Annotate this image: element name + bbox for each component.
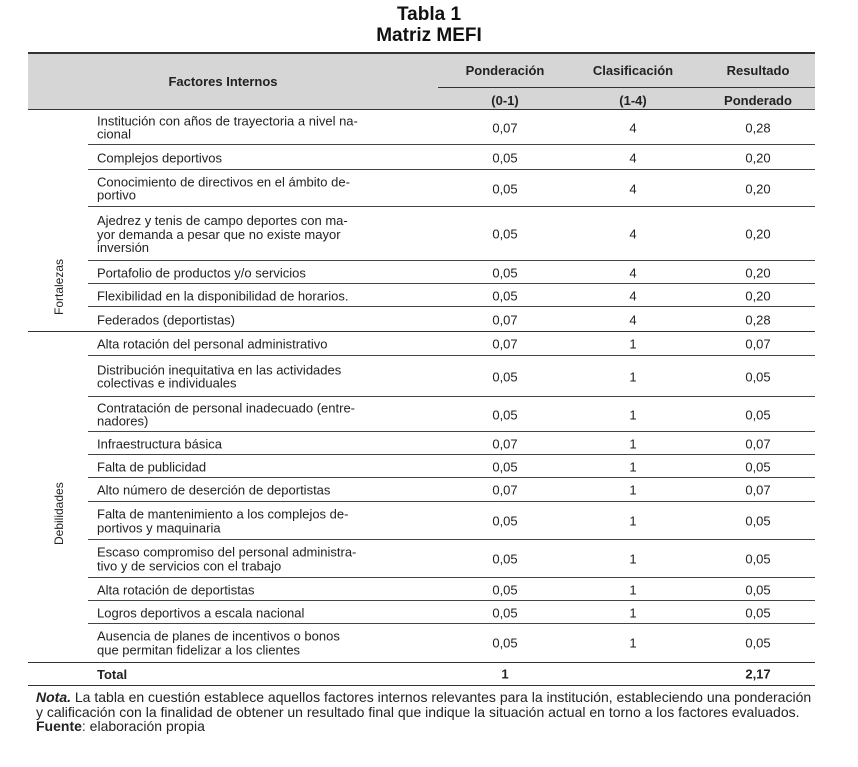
table-row: [28, 261, 815, 284]
table-row: [28, 356, 815, 397]
resultado-cell: 0,28: [745, 120, 771, 135]
clasificacion-cell: 1: [629, 436, 637, 451]
table-row: [28, 332, 815, 356]
total-label: Total: [97, 667, 128, 682]
resultado-cell: 0,07: [745, 482, 771, 498]
ponderacion-cell: 0,05: [492, 407, 518, 422]
clasificacion-cell: 4: [629, 312, 637, 327]
clasificacion-cell: 4: [629, 226, 637, 242]
fuente-text: : elaboración propia: [81, 718, 205, 734]
ponderacion-cell: 0,05: [492, 288, 518, 303]
resultado-cell: 0,20: [745, 288, 771, 303]
table-row: [28, 110, 815, 145]
resultado-cell: 0,20: [745, 150, 771, 165]
table-header: [28, 52, 815, 110]
resultado-cell: 0,05: [745, 605, 771, 620]
ponderacion-cell: 0,05: [492, 551, 518, 567]
table-row: [28, 307, 815, 332]
resultado-cell: 0,07: [745, 436, 771, 451]
resultado-cell: 0,05: [745, 459, 771, 474]
ponderacion-cell: 0,07: [492, 336, 518, 352]
table-row: [28, 455, 815, 478]
clasificacion-cell: 1: [629, 336, 637, 352]
nota-label: Nota.: [36, 689, 71, 705]
factor-cell: Ajedrez y tenis de campo deportes con ma- yor demanda a pesar que no existe mayor inversión: [97, 212, 348, 255]
clasificacion-cell: 4: [629, 181, 637, 196]
ponderacion-cell: 0,07: [492, 120, 518, 135]
ponderacion-cell: 0,05: [492, 265, 518, 280]
header-divider: [438, 87, 815, 88]
factor-cell: Logros deportivos a escala nacional: [97, 604, 305, 620]
factor-cell: Complejos deportivos: [97, 149, 223, 165]
total-ponderacion: 1: [501, 666, 509, 682]
total-resultado: 2,17: [745, 666, 771, 682]
resultado-cell: 0,05: [745, 513, 771, 529]
group-label-fortalezas: Fortalezas: [52, 258, 66, 315]
table-row: [28, 432, 815, 455]
table-number: Tabla 1: [396, 4, 462, 25]
total-row: [28, 662, 815, 686]
clasificacion-cell: 4: [629, 288, 637, 303]
factor-cell: Alto número de deserción de deportistas: [97, 482, 331, 498]
factor-cell: Federados (deportistas): [97, 311, 236, 327]
resultado-cell: 0,28: [745, 312, 771, 327]
ponderacion-cell: 0,05: [492, 582, 518, 597]
factor-cell: Falta de publicidad: [97, 458, 207, 474]
resultado-cell: 0,20: [745, 265, 771, 280]
ponderacion-cell: 0,05: [492, 181, 518, 196]
ponderacion-cell: 0,07: [492, 436, 518, 451]
table-row: [28, 145, 815, 170]
header-ponderacion: Ponderación: [465, 63, 545, 78]
table-row: [28, 397, 815, 432]
table-row: [28, 207, 815, 261]
fuente-label: Fuente: [36, 718, 82, 734]
table-row: [28, 624, 815, 662]
ponderacion-cell: 0,07: [492, 482, 518, 498]
ponderacion-cell: 0,05: [492, 226, 518, 242]
resultado-cell: 0,20: [745, 226, 771, 242]
table-title: Matriz MEFI: [376, 25, 482, 46]
clasificacion-cell: 4: [629, 150, 637, 165]
factor-cell: Conocimiento de directivos en el ámbito de- portivo: [97, 174, 350, 203]
clasificacion-cell: 1: [629, 635, 637, 651]
factor-cell: Ausencia de planes de incentivos o bonos que permitan fidelizar a los clientes: [97, 628, 340, 657]
header-resultado: Resultado: [726, 63, 790, 78]
group-label-debilidades: Debilidades: [52, 482, 66, 545]
ponderacion-cell: 0,05: [492, 150, 518, 165]
resultado-cell: 0,05: [745, 582, 771, 597]
table-row: [28, 284, 815, 307]
clasificacion-cell: 4: [629, 265, 637, 280]
ponderacion-cell: 0,05: [492, 459, 518, 474]
clasificacion-cell: 1: [629, 582, 637, 597]
table-row: [28, 601, 815, 624]
table-row: [28, 502, 815, 540]
table-body: [28, 110, 815, 662]
factor-cell: Distribución inequitativa en las actividades colectivas e individuales: [97, 362, 342, 391]
resultado-cell: 0,20: [745, 181, 771, 196]
header-factores: Factores Internos: [168, 74, 278, 89]
resultado-cell: 0,05: [745, 369, 771, 384]
resultado-cell: 0,07: [745, 336, 771, 352]
table-note: [36, 690, 816, 734]
clasificacion-cell: 1: [629, 407, 637, 422]
clasificacion-cell: 1: [629, 369, 637, 384]
header-ponderacion-range: (0-1): [491, 93, 519, 108]
factor-cell: Alta rotación de deportistas: [97, 581, 255, 597]
table-row: [28, 540, 815, 578]
nota-text: La tabla en cuestión establece aquellos factores internos relevantes para la institución, estableciendo una ponderación y calificación con la finalidad de obtener un resultado final que indique la situación actual en torno a los factores evaluados.: [36, 689, 812, 720]
header-clasificacion-range: (1-4): [619, 93, 647, 108]
ponderacion-cell: 0,05: [492, 605, 518, 620]
ponderacion-cell: 0,05: [492, 513, 518, 529]
clasificacion-cell: 1: [629, 551, 637, 567]
resultado-cell: 0,05: [745, 551, 771, 567]
header-resultado-sub: Ponderado: [724, 93, 792, 108]
ponderacion-cell: 0,05: [492, 369, 518, 384]
factor-cell: Flexibilidad en la disponibilidad de horarios.: [97, 287, 349, 303]
factor-cell: Infraestructura básica: [97, 435, 223, 451]
table-row: [28, 478, 815, 502]
resultado-cell: 0,05: [745, 635, 771, 651]
factor-cell: Falta de mantenimiento a los complejos de- portivos y maquinaria: [97, 506, 349, 535]
clasificacion-cell: 1: [629, 459, 637, 474]
clasificacion-cell: 1: [629, 513, 637, 529]
header-clasificacion: Clasificación: [592, 63, 674, 78]
resultado-cell: 0,05: [745, 407, 771, 422]
ponderacion-cell: 0,07: [492, 312, 518, 327]
table-row: [28, 170, 815, 207]
factor-cell: Alta rotación del personal administrativo: [97, 336, 328, 352]
table-row: [28, 578, 815, 601]
factor-cell: Portafolio de productos y/o servicios: [97, 264, 306, 280]
ponderacion-cell: 0,05: [492, 635, 518, 651]
factor-cell: Escaso compromiso del personal administra- tivo y de servicios con el trabajo: [97, 544, 357, 573]
clasificacion-cell: 1: [629, 605, 637, 620]
factor-cell: Contratación de personal inadecuado (entre- nadores): [97, 400, 356, 429]
clasificacion-cell: 4: [629, 120, 637, 135]
factor-cell: Institución con años de trayectoria a nivel na- cional: [97, 113, 358, 142]
clasificacion-cell: 1: [629, 482, 637, 498]
